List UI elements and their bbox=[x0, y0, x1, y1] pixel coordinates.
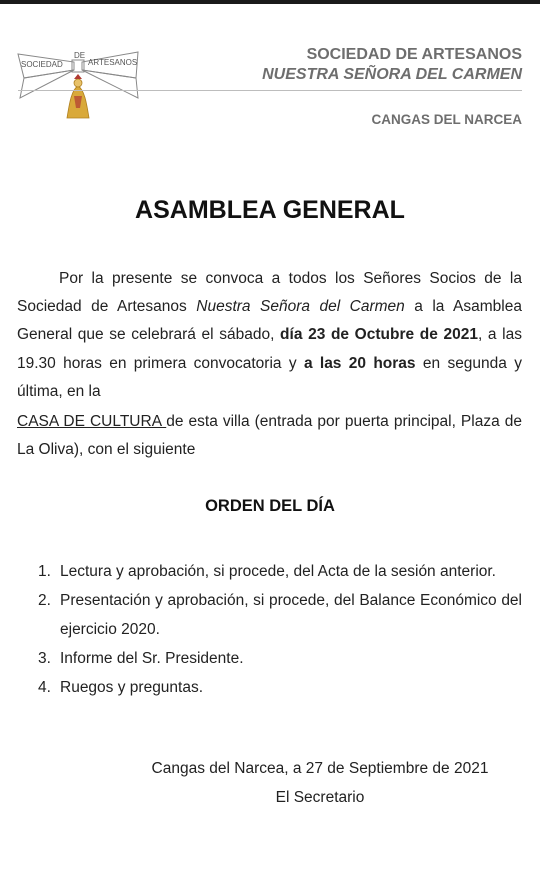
venue-name: CASA DE CULTURA bbox=[17, 413, 167, 430]
agenda-item-text: Lectura y aprobación, si procede, del Acta de la sesión anterior. bbox=[60, 563, 496, 580]
society-logo bbox=[16, 48, 140, 122]
para1-date: día 23 de Octubre de 2021 bbox=[280, 326, 478, 344]
para1-text7: en segunda y última, en la bbox=[17, 354, 522, 400]
convocation-paragraph bbox=[17, 265, 522, 406]
para1-text1: Por la presente se convoca a todos los Señores Socios de la Sociedad de Artesanos bbox=[17, 270, 522, 316]
logo-right-text: ARTESANOS bbox=[88, 58, 138, 67]
logo-mid-text: DE bbox=[74, 51, 86, 60]
logo-left-text: SOCIEDAD bbox=[21, 60, 63, 69]
signature-role: El Secretario bbox=[275, 789, 365, 806]
agenda-item bbox=[38, 644, 522, 673]
org-name-line2: NUESTRA SEÑORA DEL CARMEN bbox=[262, 66, 522, 83]
para1-second-call: a las 20 horas bbox=[303, 354, 416, 372]
org-location: CANGAS DEL NARCEA bbox=[371, 112, 522, 127]
para1-text3: a la Asamblea General que se celebrará el sábado, bbox=[17, 298, 522, 344]
agenda-item-number: 1. bbox=[38, 563, 51, 580]
para1-text5: , a las 19.30 horas en primera convocatoria y bbox=[17, 326, 522, 372]
venue-details: de esta villa (entrada por puerta principal, Plaza de La Oliva), con el siguiente bbox=[17, 413, 522, 459]
header-divider bbox=[18, 90, 522, 91]
agenda-item-number: 3. bbox=[38, 650, 51, 667]
virgin-figure-icon bbox=[67, 74, 89, 118]
agenda-item-number: 2. bbox=[38, 592, 51, 609]
top-bar bbox=[0, 0, 540, 4]
agenda-item bbox=[38, 673, 522, 702]
para1-society-name: Nuestra Señora del Carmen bbox=[196, 298, 405, 316]
agenda-item bbox=[38, 557, 522, 586]
agenda-title: ORDEN DEL DÍA bbox=[205, 497, 335, 515]
agenda-item-number: 4. bbox=[38, 679, 51, 696]
agenda-item-text: Informe del Sr. Presidente. bbox=[60, 650, 244, 667]
signature-place-date: Cangas del Narcea, a 27 de Septiembre de 2021 bbox=[151, 760, 489, 777]
agenda-item-text: Ruegos y preguntas. bbox=[60, 679, 204, 696]
org-name-line1: SOCIEDAD DE ARTESANOS bbox=[306, 46, 522, 63]
agenda-item-text: Presentación y aprobación, si procede, del Balance Económico del ejercicio 2020. bbox=[60, 592, 522, 638]
agenda-list bbox=[38, 557, 522, 702]
agenda-item bbox=[38, 586, 522, 644]
venue-paragraph bbox=[17, 408, 522, 464]
document-title: ASAMBLEA GENERAL bbox=[135, 196, 405, 224]
